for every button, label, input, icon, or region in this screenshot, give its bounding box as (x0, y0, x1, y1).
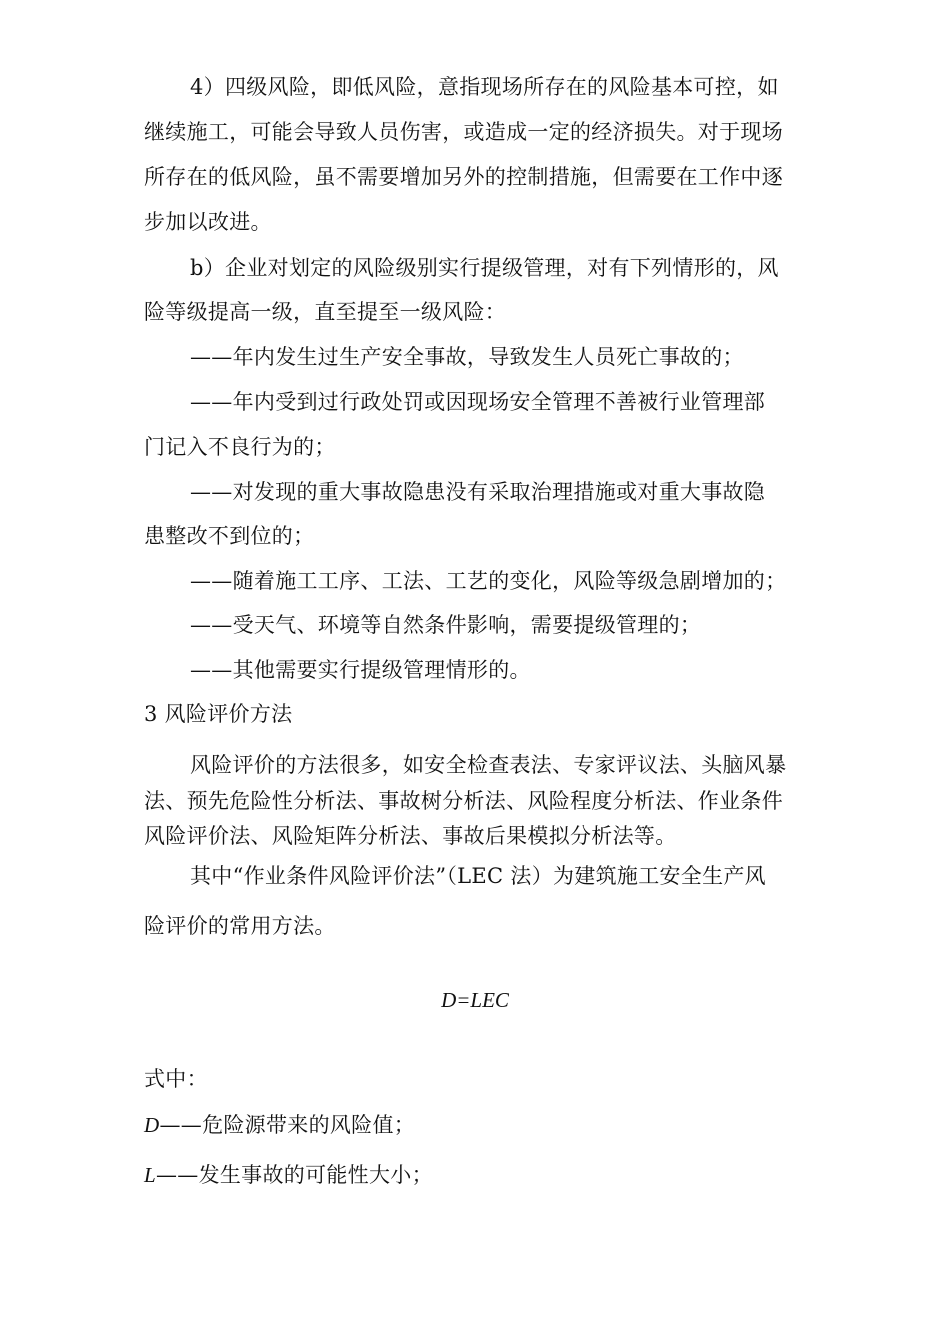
paragraph-level4-line-1: 4）四级风险，即低风险，意指现场所存在的风险基本可控，如 (190, 75, 779, 99)
condition-2-line-1: ——年内受到过行政处罚或因现场安全管理不善被行业管理部 (190, 390, 766, 414)
definition-d (144, 1110, 415, 1140)
condition-2-line-2: 门记入不良行为的； (144, 435, 336, 459)
definition-l-text: ——发生事故的可能性大小； (155, 1163, 433, 1187)
definition-d-text: ——危险源带来的风险值； (159, 1113, 416, 1137)
definition-l (144, 1160, 433, 1190)
condition-4-line-1: ——随着施工工序、工法、工艺的变化，风险等级急剧增加的； (190, 569, 787, 593)
paragraph-b-line-2: 险等级提高一级，直至提至一级风险： (144, 300, 507, 324)
definition-d-variable: D (144, 1113, 160, 1137)
condition-6-line-1: ——其他需要实行提级管理情形的。 (190, 658, 531, 682)
definition-l-variable: L (144, 1163, 156, 1187)
methods-paragraph-line-1: 风险评价的方法很多，如安全检查表法、专家评议法、头脑风暴 (190, 753, 787, 777)
formula: D=LEC (441, 988, 509, 1012)
lec-paragraph-line-1: 其中“作业条件风险评价法”（LEC 法）为建筑施工安全生产风 (190, 864, 766, 888)
paragraph-level4-line-3: 所存在的低风险，虽不需要增加另外的控制措施，但需要在工作中逐 (144, 165, 783, 189)
condition-5-line-1: ——受天气、环境等自然条件影响，需要提级管理的； (190, 613, 702, 637)
where-label: 式中： (144, 1067, 208, 1091)
lec-paragraph-line-2: 险评价的常用方法。 (144, 914, 336, 938)
paragraph-level4-line-2: 继续施工，可能会导致人员伤害，或造成一定的经济损失。对于现场 (144, 120, 783, 144)
methods-paragraph-line-3: 风险评价法、风险矩阵分析法、事故后果模拟分析法等。 (144, 824, 677, 848)
paragraph-b-line-1: b）企业对划定的风险级别实行提级管理，对有下列情形的，风 (190, 256, 779, 280)
condition-3-line-1: ——对发现的重大事故隐患没有采取治理措施或对重大事故隐 (190, 480, 766, 504)
paragraph-level4-line-4: 步加以改进。 (144, 210, 272, 234)
section-heading: 3 风险评价方法 (144, 702, 293, 726)
methods-paragraph-line-2: 法、预先危险性分析法、事故树分析法、风险程度分析法、作业条件 (144, 789, 783, 813)
condition-3-line-2: 患整改不到位的； (144, 524, 315, 548)
condition-1-line-1: ——年内发生过生产安全事故，导致发生人员死亡事故的； (190, 345, 744, 369)
